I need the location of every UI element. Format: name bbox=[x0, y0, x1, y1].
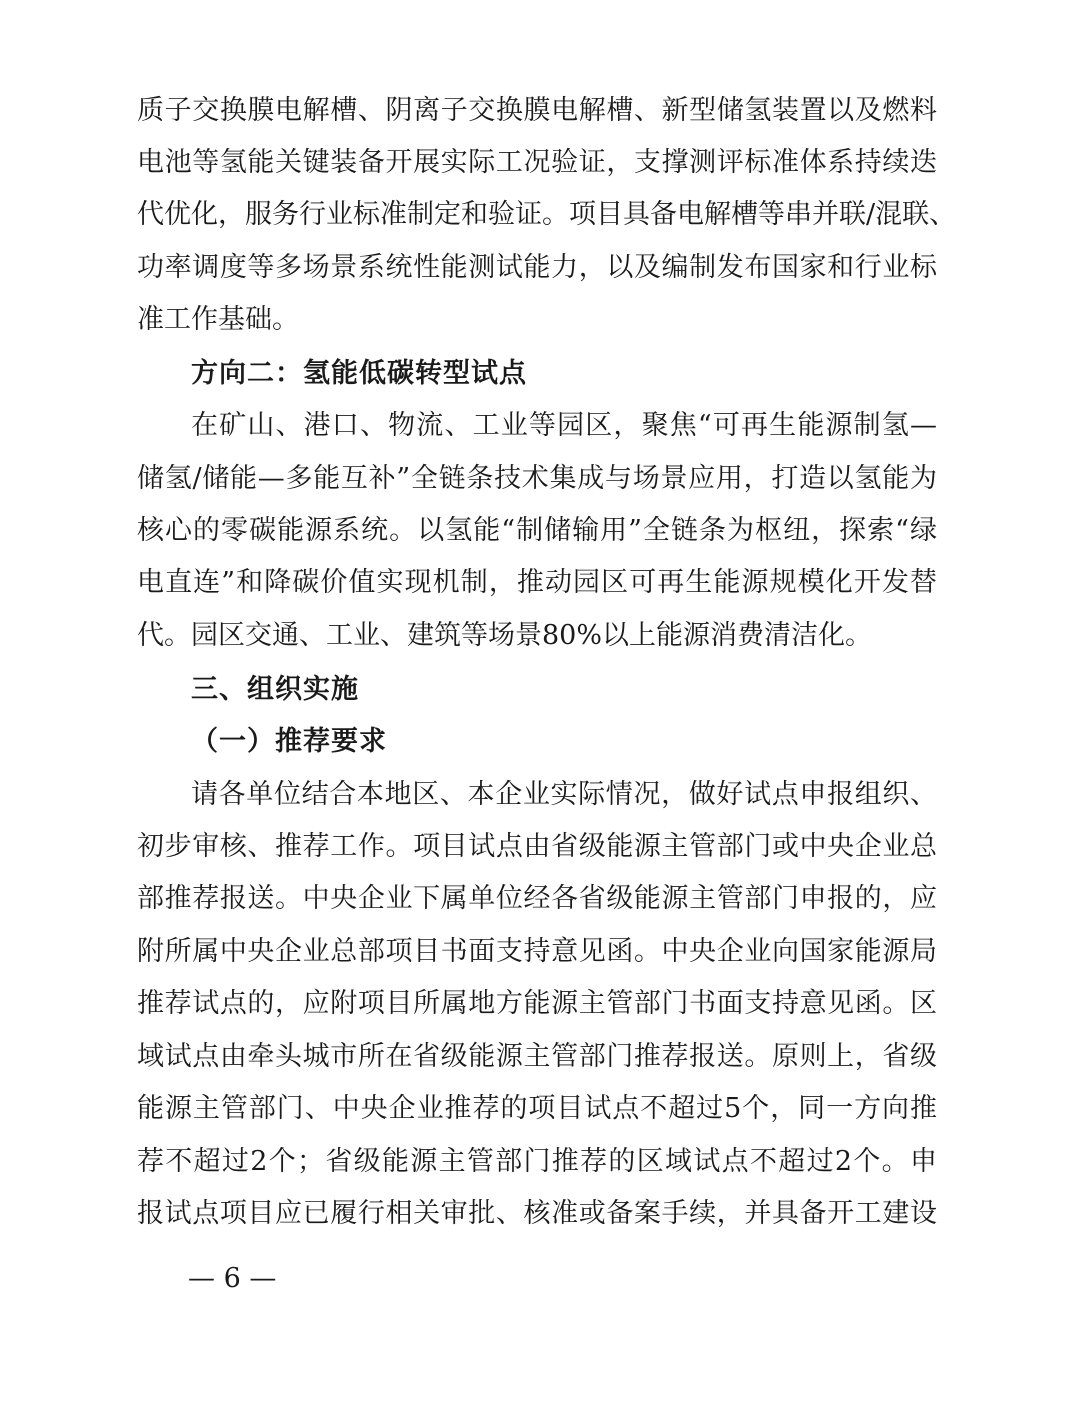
paragraph-line: 电直连”和降碳价值实现机制，推动园区可再生能源规模化开发替 bbox=[137, 567, 937, 598]
paragraph-line: 部推荐报送。中央企业下属单位经各省级能源主管部门申报的，应 bbox=[137, 883, 937, 914]
paragraph-line: 初步审核、推荐工作。项目试点由省级能源主管部门或中央企业总 bbox=[137, 831, 937, 862]
subsection-heading-requirements: （一）推荐要求 bbox=[191, 726, 387, 757]
paragraph-line: 附所属中央企业总部项目书面支持意见函。中央企业向国家能源局 bbox=[137, 936, 937, 967]
paragraph-line: 质子交换膜电解槽、阴离子交换膜电解槽、新型储氢装置以及燃料 bbox=[137, 95, 937, 126]
paragraph-line: 在矿山、港口、物流、工业等园区，聚焦“可再生能源制氢— bbox=[191, 410, 937, 441]
paragraph-line: 域试点由牵头城市所在省级能源主管部门推荐报送。原则上，省级 bbox=[137, 1041, 937, 1072]
paragraph-line: 储氢/储能—多能互补”全链条技术集成与场景应用，打造以氢能为 bbox=[137, 463, 937, 494]
paragraph-line: 代。园区交通、工业、建筑等场景80%以上能源消费清洁化。 bbox=[137, 620, 873, 651]
paragraph-line: 代优化，服务行业标准制定和验证。项目具备电解槽等串并联/混联、 bbox=[137, 199, 957, 230]
section-heading-direction-two: 方向二：氢能低碳转型试点 bbox=[191, 358, 527, 389]
paragraph-line: 请各单位结合本地区、本企业实际情况，做好试点申报组织、 bbox=[191, 779, 937, 810]
paragraph-line: 电池等氢能关键装备开展实际工况验证，支撑测评标准体系持续迭 bbox=[137, 147, 937, 178]
paragraph-line: 报试点项目应已履行相关审批、核准或备案手续，并具备开工建设 bbox=[137, 1198, 937, 1229]
paragraph-line: 荐不超过2个；省级能源主管部门推荐的区域试点不超过2个。申 bbox=[137, 1146, 937, 1177]
paragraph-line: 核心的零碳能源系统。以氢能“制储输用”全链条为枢纽，探索“绿 bbox=[137, 515, 937, 546]
page-number: — 6 — bbox=[188, 1263, 277, 1294]
paragraph-line: 能源主管部门、中央企业推荐的项目试点不超过5个，同一方向推 bbox=[137, 1093, 937, 1124]
paragraph-line: 推荐试点的，应附项目所属地方能源主管部门书面支持意见函。区 bbox=[137, 988, 937, 1019]
section-heading-organization: 三、组织实施 bbox=[191, 674, 359, 705]
paragraph-line: 功率调度等多场景系统性能测试能力，以及编制发布国家和行业标 bbox=[137, 252, 937, 283]
paragraph-line: 准工作基础。 bbox=[137, 304, 299, 335]
